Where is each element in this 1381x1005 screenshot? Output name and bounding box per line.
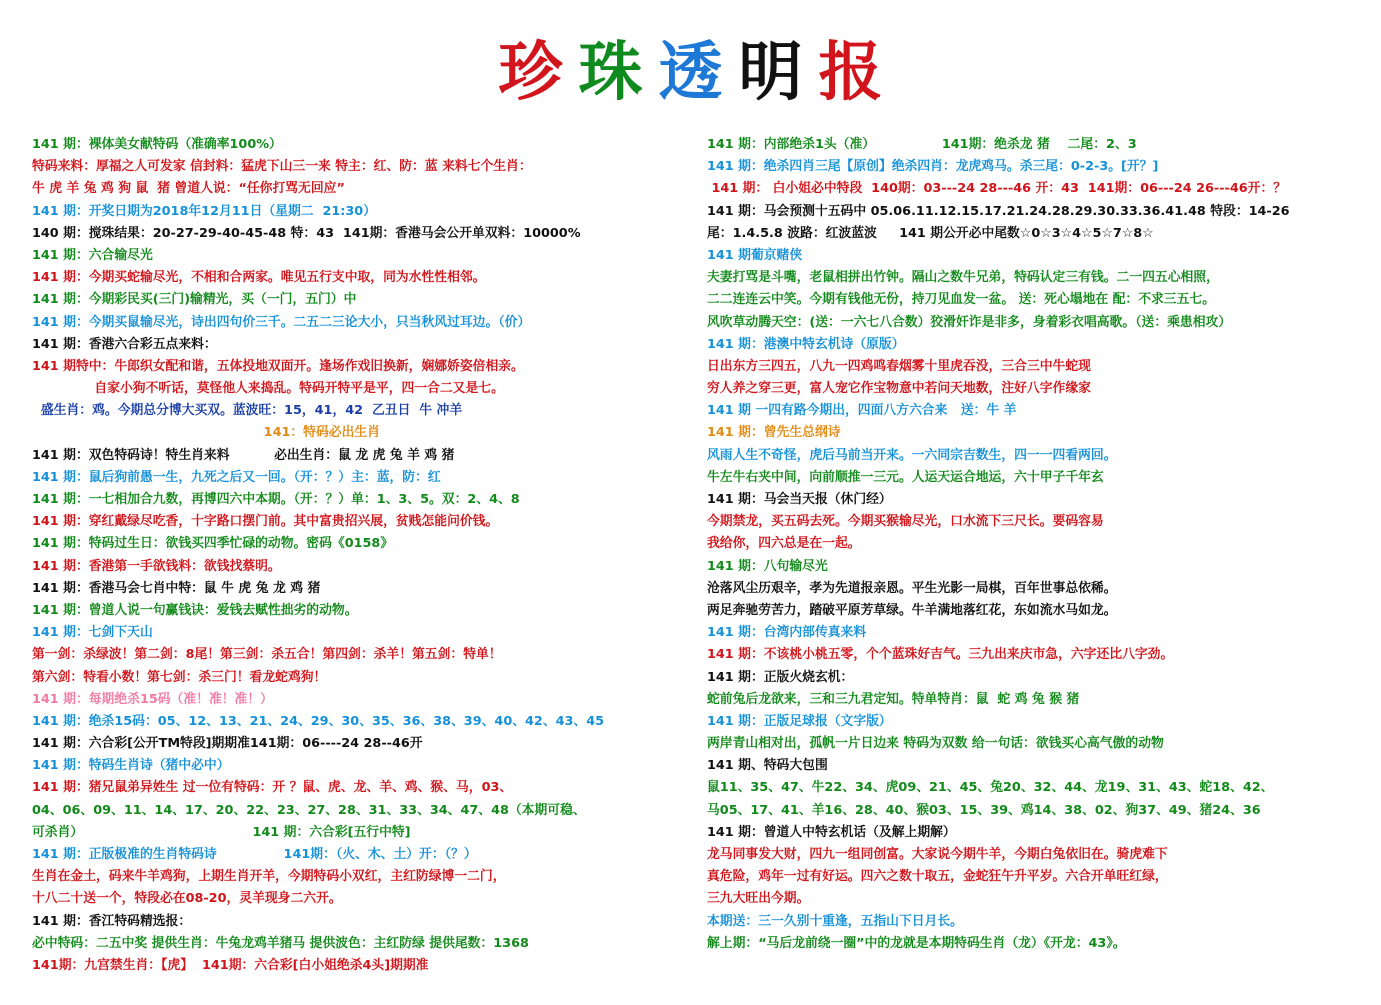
text-line: 特码来料：厚福之人可发家 信封料：猛虎下山三一来 特主：红、防：蓝 来料七个生肖： [32, 159, 532, 175]
text-line: 141 期：曾道人中特玄机话（及解上期解） [707, 824, 956, 840]
text-line: 141 期：港澳中特玄机诗（原版） [707, 336, 905, 352]
text-line: 141 期：马会预测十五码中 05.06.11.12.15.17.21.24.28.29.30.33.36.41.48 特段：14-26 [707, 203, 1290, 219]
text-line: 141 期：不该桃小桃五零，个个蓝珠好吉气。三九出来庆市急，六字还比八字劲。 [707, 647, 1174, 663]
text-line: 141 期：内部绝杀1头（准） 141期：绝杀龙 猪 二尾：2、3 [707, 137, 1137, 152]
text-line: 十八二十送一个，特段必在08-20，灵羊现身二六开。 [32, 891, 342, 907]
text-line: 生肖在金土，码来牛羊鸡狗，上期生肖开羊，今期特码小双红，主红防绿博一二门， [32, 869, 506, 885]
text-line: 蛇前兔后龙欲来，三和三九君定知。特单特肖：鼠 蛇 鸡 兔 猴 猪 [707, 691, 1080, 707]
text-line: 龙马同事发大财，四九一组同创富。大家说今期牛羊，今期白兔依旧在。骑虎难下 [707, 847, 1168, 862]
text-line: 141 期葡京赌侠 [707, 247, 803, 263]
text-line: 141 期：猪兄鼠弟异姓生 过一位有特码：开 ？鼠、虎、龙、羊、鸡、猴、马，03、 [32, 780, 513, 796]
text-line: 尾：1.4.5.8 波路：红波蓝波 141 期公开必中尾数☆0☆3☆4☆5☆7☆8☆ [707, 225, 1154, 241]
text-line: 141 期：开奖日期为2018年12月11日（星期二 21:30） [32, 203, 376, 219]
text-line: 141 期：双色特码诗！特生肖来料 必出生肖：鼠 龙 虎 兔 羊 鸡 猪 [32, 447, 455, 463]
text-line: 141 期、特码大包围 [707, 758, 828, 774]
text-line: 141 期 一四有路今期出，四面八方六合来 送：牛 羊 [707, 403, 1017, 419]
text-line: 牛左牛右夹中间，向前顺推一三元。人运天运合地运，六十甲子千年玄 [707, 469, 1104, 485]
text-line: 04、06、09、11、14、17、20、22、23、27、28、31、33、34、47、48（本期可稳、 [32, 802, 586, 818]
text-line: 141 期：香港六合彩五点来料： [32, 336, 217, 352]
text-line: 沧落风尘历艰辛，孝为先道报亲恩。平生光影一局棋，百年世事总依稀。 [707, 580, 1117, 596]
text-line: 141 期：六合输尽光 [32, 247, 153, 263]
text-line: 141 期：特码生肖诗（猪中必中） [32, 758, 230, 774]
text-line: 141 期：正版火烧玄机： [707, 669, 854, 685]
text-line: 二二连连云中笑。今期有钱他无份，持刀见血发一盆。 送：死心塌地在 配：不求三五七。 [707, 292, 1215, 308]
text-line: 今期禁龙，买五码去死。今期买猴输尽光，口水流下三尺长。要码容易 [707, 514, 1104, 530]
text-line: 必中特码：二五中奖 提供生肖：牛兔龙鸡羊猪马 提供波色：主红防绿 提供尾数：1368 [32, 935, 529, 951]
text-line: 穷人养之穿三更，富人宠它作宝物意中若问天地数，注好八字作缘家 [707, 381, 1091, 397]
text-line: 141 期：今期彩民买(三门)输精光，买（一门，五门）中 [32, 292, 357, 308]
text-line: 真危险，鸡年一过有好运。四六之数十取五，金蛇狂午升平岁。六合开单旺红绿， [707, 869, 1168, 885]
text-line: 141 期：台湾内部传真来料 [707, 625, 867, 641]
text-line: 141 期：马会当天报（休门经） [707, 492, 892, 507]
text-line: 141 期：香港第一手欲钱料：欲钱找蔡明。 [32, 558, 281, 574]
text-line: 自家小狗不听话，莫怪他人来捣乱。特码开特平是平，四一合二又是七。 [32, 381, 504, 397]
text-line: 日出东方三四五，八九一四鸡鸣春烟雾十里虎吞没，三合三中牛蛇现 [707, 358, 1091, 374]
text-line: 第六剑：特看小数！第七剑：杀三门！看龙蛇鸡狗！ [32, 669, 327, 685]
title-char: 珍 [498, 35, 563, 110]
text-line: 141：特码必出生肖 [32, 425, 380, 441]
text-line: 解上期：“马后龙前绕一圈”中的龙就是本期特码生肖（龙）《开龙：43》。 [707, 935, 1126, 951]
text-line: 本期送：三一久别十重逢，五指山下日月长。 [707, 913, 963, 929]
text-line: 141 期： 白小姐必中特段 140期：03---24 28---46 开：43 141期：06---24 26---46开：？ [707, 181, 1287, 197]
text-line: 141 期：今期买蛇输尽光，不相和合两家。唯见五行支中取，同为水性性相邻。 [32, 270, 486, 286]
text-line: 第一剑：杀绿波！第二剑：8尾！第三剑：杀五合！第四剑：杀羊！第五剑：特单！ [32, 647, 502, 663]
text-line: 马05、17、41、羊16、28、40、猴03、15、39、鸡14、38、02、狗37、49、猪24、36 [707, 802, 1261, 818]
text-line: 141期：九宫禁生肖：【虎】 141期：六合彩[白小姐绝杀4头]期期准 [32, 957, 429, 973]
text-line: 141 期：曾先生总纲诗 [707, 425, 841, 441]
text-line: 141 期：每期绝杀15码（准！准！准！） [32, 691, 273, 707]
text-line: 141 期：绝杀15码：05、12、13、21、24、29、30、35、36、38、39、40、42、43、45 [32, 713, 605, 729]
text-line: 141 期：特码过生日：欲钱买四季忙碌的动物。密码《0158》 [32, 536, 394, 552]
title-char: 明 [738, 35, 803, 110]
text-line: 鼠11、35、47、牛22、34、虎09、21、45、兔20、32、44、龙19、31、43、蛇18、42、 [707, 780, 1274, 796]
text-line: 141 期：六合彩[公开TM特段]期期准141期：06----24 28--46开 [32, 736, 423, 752]
left-column [32, 134, 682, 977]
text-line: 141 期：香江特码精选报： [32, 913, 192, 929]
text-line: 牛 虎 羊 兔 鸡 狗 鼠 猪 曾道人说：“任你打骂无回应” [32, 181, 345, 197]
text-line: 夫妻打骂是斗嘴，老鼠相拼出竹钟。隔山之数牛兄弟，特码认定三有钱。二一四五心相照， [707, 270, 1219, 286]
text-line: 风吹草动腾天空：(送：一六七八合数）狡滑奸诈是非多，身着彩衣唱高歌。（送：乘患相攻） [707, 314, 1232, 330]
text-line: 盛生肖：鸡。今期总分博大买双。蓝波旺：15，41，42 乙丑日 牛 冲羊 [32, 403, 463, 419]
text-line: 141 期：七剑下天山 [32, 625, 153, 641]
text-line: 141 期特中：牛郎织女配和谐，五体投地双面开。逢场作戏旧换新，娴娜娇姿倍相亲。 [32, 358, 524, 374]
text-line: 141 期：曾道人说一句赢钱诀：爱钱去赋性拙劣的动物。 [32, 602, 358, 618]
title-char: 珠 [578, 35, 643, 110]
text-line: 141 期：鼠后狗前愚一生，九死之后又一回。（开：？）主：蓝，防：红 [32, 469, 441, 485]
text-line: 141 期：正版足球报（文字版） [707, 713, 892, 729]
text-line: 141 期：今期买鼠输尽光，诗出四句价三千。二五二三论大小，只当秋风过耳边。（价） [32, 314, 531, 330]
title-char: 透 [658, 35, 723, 110]
newspaper-title [0, 28, 1381, 118]
text-line: 两足奔驰劳苦力，踏破平原芳草绿。牛羊满地落红花，东如流水马如龙。 [707, 602, 1117, 618]
text-line: 141 期：香港马会七肖中特：鼠 牛 虎 兔 龙 鸡 猪 [32, 580, 321, 596]
text-line: 可杀肖） 141 期：六合彩[五行中特] [32, 824, 411, 840]
text-line: 风雨人生不奇怪，虎后马前当开来。一六同宗吉数生，四一一四看两回。 [707, 447, 1117, 463]
text-line: 三九大旺出今期。 [707, 891, 810, 907]
text-line: 140 期：搅珠结果：20-27-29-40-45-48 特：43 141期：香港马会公开单双料：10000% [32, 225, 581, 241]
text-line: 两岸青山相对出，孤帆一片日边来 特码为双数 给一句话：欲钱买心高气傲的动物 [707, 736, 1164, 752]
text-line: 我给你，四六总是在一起。 [707, 536, 861, 552]
text-line: 141 期：穿红戴绿尽吃香，十字路口摆门前。其中富贵招兴展，贫贱怎能问价钱。 [32, 514, 499, 530]
text-line: 141 期：八句输尽光 [707, 558, 828, 574]
text-line: 141 期：裸体美女献特码（准确率100%） [32, 137, 282, 152]
text-line: 141 期：正版极准的生肖特码诗 141期：（火、木、土）开：（？） [32, 847, 477, 862]
title-char: 报 [818, 35, 883, 110]
text-line: 141 期：一七相加合九数，再博四六中本期。（开：？）单：1、3、5。双：2、4、8 [32, 492, 520, 507]
text-line: 141 期：绝杀四肖三尾【原创】绝杀四肖：龙虎鸡马。杀三尾：0-2-3。[开？] [707, 159, 1159, 175]
right-column [707, 134, 1372, 955]
